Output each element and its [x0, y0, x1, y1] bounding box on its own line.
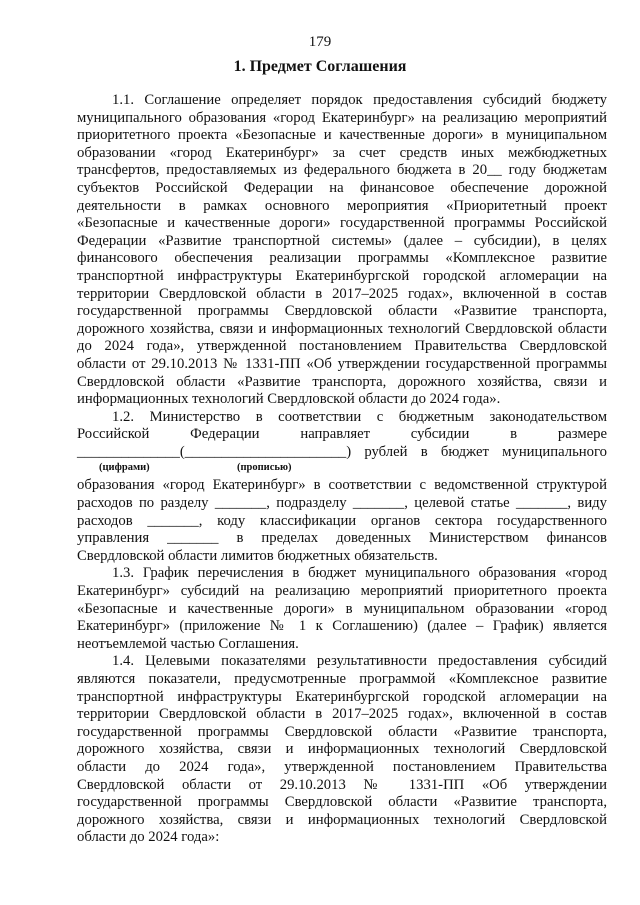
text-line: области до 2024 года», утвержденной постановлением Правительства	[77, 758, 607, 775]
text-line: территории Свердловской области в 2017–2025 годах», включенной в состав	[77, 706, 607, 723]
text-line: муниципального образования «город Екатеринбург» на реализацию мероприятий	[77, 109, 607, 126]
text-line: ______________(______________________) рублей в бюджет муниципального	[77, 443, 607, 460]
text-line: дорожного хозяйства, связи и информационных технологий Свердловской	[77, 741, 607, 758]
text-line: 1.3. График перечисления в бюджет муниципального образования «город	[112, 565, 607, 582]
text-line: территории Свердловской области в 2017–2025 годах», включенной в состав	[77, 285, 607, 302]
text-line: управления _______ в пределах доведенных Министерством финансов	[77, 530, 607, 547]
text-line: «Безопасные и качественные дороги» в муниципальном образовании «город	[77, 600, 607, 617]
text-line: субъектов Российской Федерации на финансовое обеспечение дорожной	[77, 179, 607, 196]
text-line: неотъемлемой частью Соглашения.	[77, 635, 299, 652]
sublabel-digits: (цифрами)	[99, 462, 150, 474]
text-line: деятельности в рамках основного мероприятия «Приоритетный проект	[77, 197, 607, 214]
body-text	[77, 92, 607, 847]
text-line: образования «город Екатеринбург» в соответствии с ведомственной структурой	[77, 477, 607, 494]
text-line: государственной программы Свердловской области «Развитие транспорта,	[77, 794, 607, 811]
text-line: расходов по разделу _______, подразделу _______, целевой статье _______, виду	[77, 495, 607, 512]
text-line: Свердловской области «Развитие транспорта, дорожного хозяйства, связи и	[77, 373, 607, 390]
text-line: приоритетного проекта «Безопасные и качественные дороги» в муниципальном	[77, 127, 607, 144]
text-line: дорожного хозяйства, связи и информационных технологий Свердловской	[77, 811, 607, 828]
text-line: Федерации «Развитие транспортной системы» (далее – субсидии), в целях	[77, 232, 607, 249]
text-line: 1.4. Целевыми показателями результативности предоставления субсидий	[112, 653, 607, 670]
text-line: дорожного хозяйства, связи и информационных технологий Свердловской области	[77, 320, 607, 337]
text-line: трансфертов, предоставляемых из федерального бюджета в 20__ году бюджетам	[77, 162, 607, 179]
text-line: Российской Федерации направляет субсидии в размере	[77, 426, 607, 443]
text-line: области от 29.10.2013 № 1331-ПП «Об утверждении государственной программы	[77, 355, 607, 372]
text-line: государственной программы Свердловской области «Развитие транспорта,	[77, 303, 607, 320]
text-line: 1.1. Соглашение определяет порядок предоставления субсидий бюджету	[112, 92, 607, 108]
section-heading: 1. Предмет Соглашения	[233, 58, 407, 75]
text-line: «Безопасные и качественные дороги» государственной программы Российской	[77, 215, 607, 232]
text-line: образовании «город Екатеринбург» за счет средств иных межбюджетных	[77, 144, 607, 161]
sublabel-words: (прописью)	[237, 462, 292, 474]
text-line: финансового обеспечения реализации программы «Комплексное развитие	[77, 250, 607, 267]
text-line: Свердловской области от 29.10.2013 № 1331-ПП «Об утверждении	[77, 776, 607, 793]
text-line: Екатеринбург» (приложение № 1 к Соглашению) (далее – График) является	[77, 618, 607, 635]
text-line: Свердловской области лимитов бюджетных обязательств.	[77, 547, 438, 564]
text-line: области до 2024 года»:	[77, 829, 220, 846]
text-line: транспортной инфраструктуры Екатеринбургской городской агломерации на	[77, 688, 607, 705]
text-line: 1.2. Министерство в соответствии с бюджетным законодательством	[112, 408, 607, 425]
text-line: Екатеринбург» субсидий на реализацию мероприятий приоритетного проекта	[77, 583, 607, 600]
page-number: 179	[308, 34, 332, 50]
text-line: расходов _______, коду классификации органов сектора государственного	[77, 512, 607, 529]
text-line: до 2024 года», утвержденной постановлением Правительства Свердловской	[77, 338, 607, 355]
text-line: информационных технологий Свердловской области до 2024 года».	[77, 391, 501, 408]
text-line: государственной программы Свердловской области «Развитие транспорта,	[77, 723, 607, 740]
text-line: транспортной инфраструктуры Екатеринбургской городской агломерации на	[77, 267, 607, 284]
blank-sublabels	[77, 461, 607, 477]
text-line: являются показатели, предусмотренные программой «Комплексное развитие	[77, 671, 607, 687]
